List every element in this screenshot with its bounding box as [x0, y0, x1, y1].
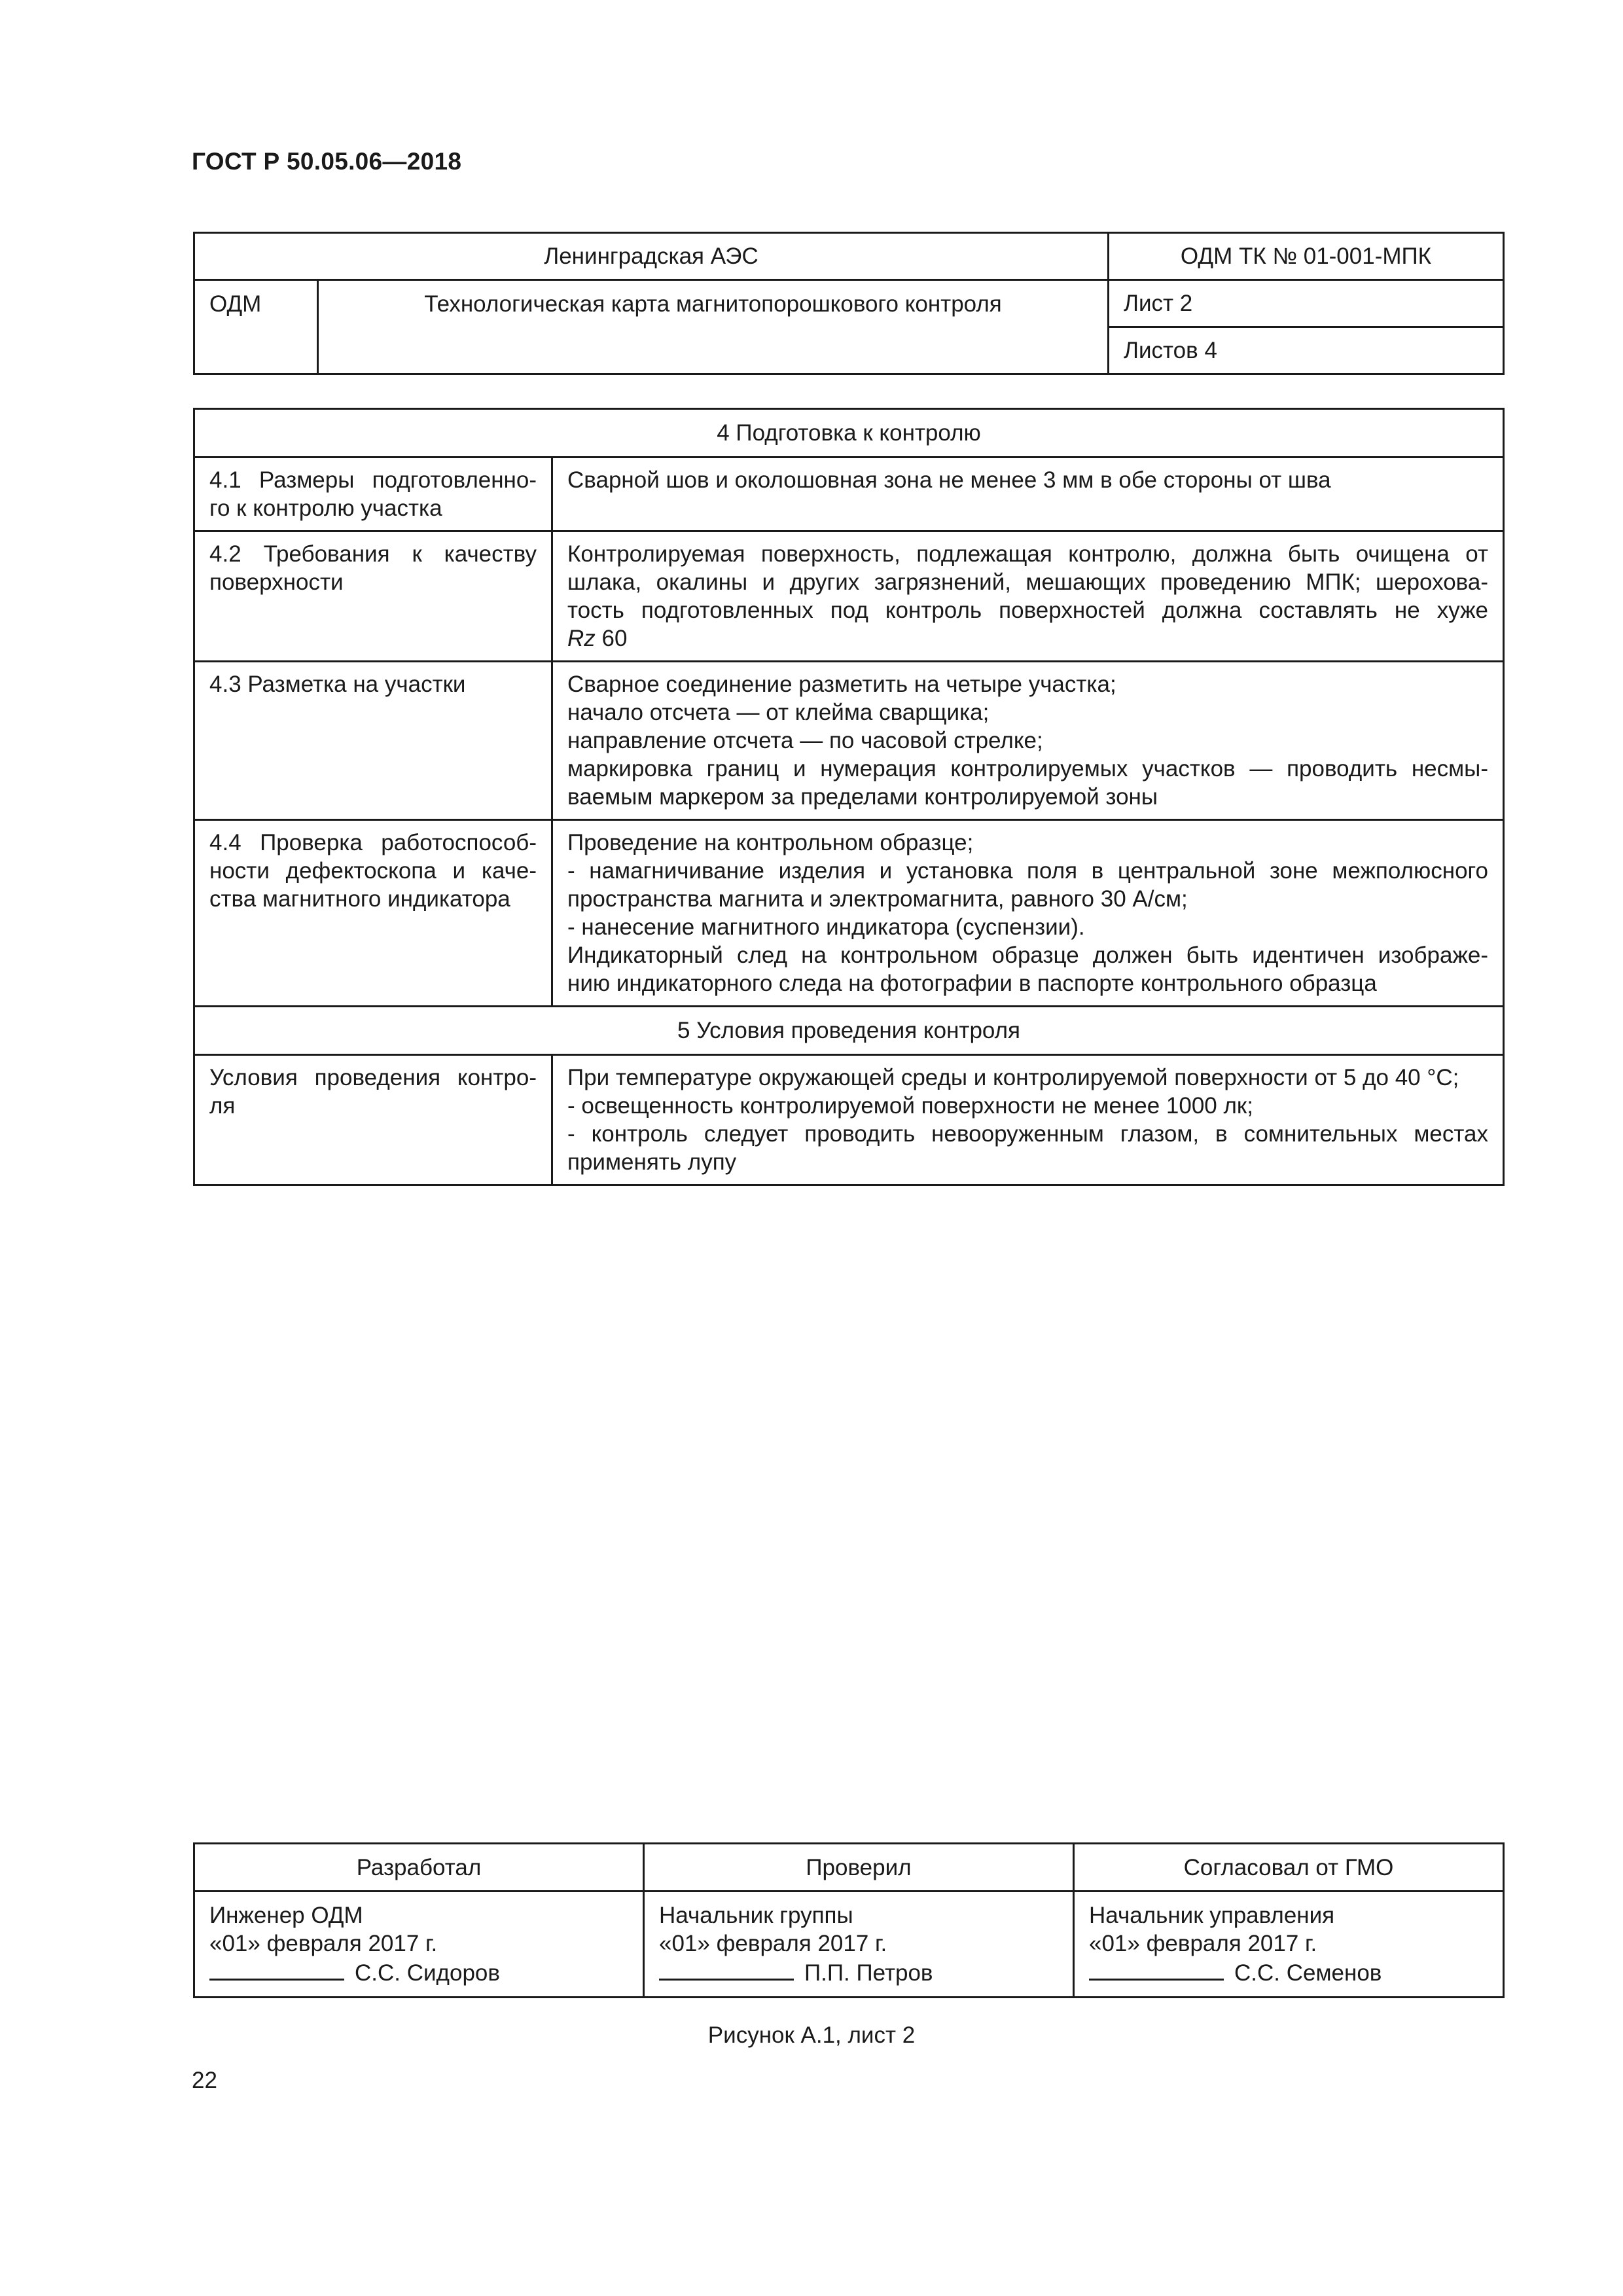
- checked-by-heading: Проверил: [644, 1844, 1074, 1892]
- row-text: При температуре окружающей среды и контролируемой поверхности от 5 до 40 °С; - освещенность контролируемой поверхности не менее 1000 лк; - контроль следует проводить невооруженным глазом, в сомнительных местах применять лупу: [552, 1055, 1504, 1185]
- organization-cell: Ленинградская АЭС: [194, 233, 1109, 280]
- row-label: Условия проведения контро- ля: [194, 1055, 552, 1185]
- form-header-table: [193, 232, 1505, 375]
- form-title-cell: Технологическая карта магнитопорошкового контроля: [318, 280, 1109, 374]
- signature-line: [1089, 1958, 1224, 1981]
- section-5-heading: 5 Условия проведения контроля: [194, 1007, 1504, 1055]
- row-text: Контролируемая поверхность, подлежащая контролю, должна быть очищена от шлака, окалины и других загрязнений, мешающих проведению МПК; шерохова- тость подготовленных под контроль поверхностей должна составлять не хуже Rz 60: [552, 531, 1504, 662]
- row-text: Сварной шов и околошовная зона не менее 3 мм в обе стороны от шва: [552, 457, 1504, 531]
- table-row: [194, 1055, 1504, 1185]
- signature-line: [209, 1958, 344, 1981]
- table-row: [194, 662, 1504, 820]
- document-number: ГОСТ Р 50.05.06—2018: [192, 148, 462, 175]
- row-text: Сварное соединение разметить на четыре участка; начало отсчета — от клейма сварщика; направление отсчета — по часовой стрелке; маркировка границ и нумерация контролируемых участков — проводить несмы- ваемым маркером за пределами контролируемой зоны: [552, 662, 1504, 820]
- developed-by-cell: Инженер ОДМ «01» февраля 2017 г. С.С. Сидоров: [194, 1892, 644, 1998]
- row-text: Проведение на контрольном образце; - намагничивание изделия и установка поля в центральной зоне межполюсного пространства магнита и электромагнита, равного 30 А/см; - нанесение магнитного индикатора (суспензии). Индикаторный след на контрольном образце должен быть идентичен изображе- нию индикаторного следа на фотографии в паспорте контрольного образца: [552, 820, 1504, 1007]
- row-label: 4.4 Проверка работоспособ- ности дефектоскопа и каче- ства магнитного индикатора: [194, 820, 552, 1007]
- sheets-total-cell: Листов 4: [1109, 327, 1504, 374]
- row-label: 4.1 Размеры подготовленно- го к контролю участка: [194, 457, 552, 531]
- approved-by-cell: Начальник управления «01» февраля 2017 г. С.С. Семенов: [1074, 1892, 1504, 1998]
- department-cell: ОДМ: [194, 280, 318, 374]
- signatures-table: [193, 1842, 1505, 1998]
- approved-by-heading: Согласовал от ГМО: [1074, 1844, 1504, 1892]
- developed-by-heading: Разработал: [194, 1844, 644, 1892]
- section-4-heading: 4 Подготовка к контролю: [194, 409, 1504, 457]
- row-label: 4.2 Требования к качеству поверхности: [194, 531, 552, 662]
- page-number: 22: [192, 2068, 217, 2093]
- technology-card-table: [193, 408, 1505, 1186]
- checked-by-cell: Начальник группы «01» февраля 2017 г. П.П. Петров: [644, 1892, 1074, 1998]
- table-row: [194, 531, 1504, 662]
- row-label: 4.3 Разметка на участки: [194, 662, 552, 820]
- table-row: [194, 820, 1504, 1007]
- sheet-cell: Лист 2: [1109, 280, 1504, 327]
- table-row: [194, 457, 1504, 531]
- document-code-cell: ОДМ ТК № 01-001-МПК: [1109, 233, 1504, 280]
- figure-caption: Рисунок А.1, лист 2: [707, 2022, 916, 2048]
- signature-line: [659, 1958, 794, 1981]
